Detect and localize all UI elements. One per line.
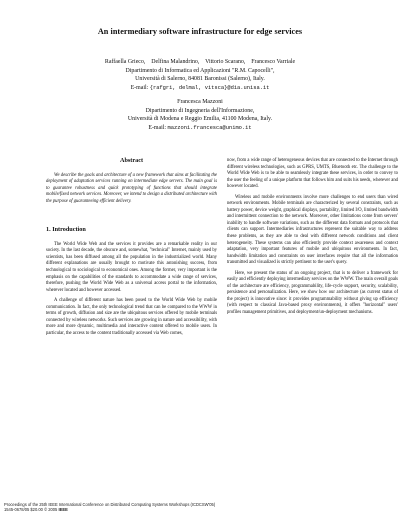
author-department: Dipartimento di Informatica ed Applicazioni "R.M. Capocelli", [125,67,275,74]
abstract-heading: Abstract [119,157,144,164]
email-label: E-mail: [148,124,167,131]
author-block-modena [0,98,400,132]
author-block-salerno [0,58,400,92]
paper-title: An intermediary software infrastructure for edge services [97,27,303,36]
intro-paragraph-1: The World Wide Web and the services it provides are a remarkable reality in our society. In the last decade, the obscure and, somewhat, "technical" Internet, mainly used by scientists, has been diffused among all the population in the industrialized world. Many different explanations are usually brought to motivate this astonishing success, from technological to sociological to economical ones. Among the former, very important is the emphasis on the capabilities of the standards to accommodate a wide range of services, therefore, pushing the World Wide Web as a universal access portal to the information, wherever located and however accessed. [46,241,217,293]
author-names: Francesca Mazzoni [177,99,223,105]
author-email: {rafgri, delmal, vitsca}@dia.unisa.it [149,84,270,91]
proceedings-footer [4,502,215,513]
intro-paragraph-4: Wireless and mobile environments involve more challenges to end users than wired network environments. Mobile terminals are characterized by several constraints, such as battery power, device weight, graphical displays, portability, limited I/O, limited bandwidth and intermittent connection to the network. Moreover, other limitations come from servers' inability to handle software variations, such as the different data formats and protocols that clients can support. Intermediaries infrastructures represent the suitable way to address these problems, as they are able to deal with different network conditions and client heterogeneity. These systems can also efficiently provide context awareness and context adaptation, very important features of mobile and ubiquitous environments. In fact, bandwidth limitation and constraints on user interfaces require that all the information transmitted and visualized is strictly pertinent to the user's query. [227,194,398,266]
footer-proceedings-line: Proceedings of the 25th IEEE International Conference on Distributed Computing Systems Workshops (ICDCSW'05) [4,502,216,507]
author-names: Raffaella Grieco, Delfina Malandrino, Vittorio Scarano, Francesco Varriale [104,59,296,65]
footer-issn: 1545-0678/05 $20.00 © 2005 [4,507,58,513]
introduction-heading: 1. Introduction [46,226,86,234]
author-email-line [0,84,400,93]
email-label: E-mail: [130,84,149,91]
author-email: mazzoni.francesca@unimo.it [167,124,252,131]
intro-paragraph-5: Here, we present the status of an ongoing project, that is to deliver a framework for easily and efficiently deploying intermediary services on the WWW. The main overall goals of the architecture are efficiency, programmability, life-cycle support, security, scalability, persistence and personalization. Here, we show how our architecture (as current status of the project) is innovative since: it provides programmability without giving up efficiency (with respect to classical Java-based proxy environments), it offers "horizontal" users' profiles management primitives, and deployment/un-deployment mechanisms. [227,270,398,316]
intro-paragraph-3: now, from a wide range of heterogeneous devices that are connected to the Internet through different wireless technologies, such as GPRS, UMTS, Bluetooth etc. The challenge to the World Wide Web is to be able to seamlessly integrate these services, in order to convey to the user the feeling of a unique platform that follows him and suits his needs, wherever and however located. [227,158,398,190]
abstract-text: We describe the goals and architecture of a new framework that aims at facilitating the deployment of adaptation services running on intermediate edge servers. The main goal is to guarantee robustness and quick prototyping of functions that should integrate mobile/fixed network services. Moreover, we intend to design a distributed architecture with the purpose of guaranteeing efficient delivery. [46,172,217,204]
footer-copyright-line [4,507,215,512]
author-university: Università di Modena e Reggio Emilia, 41100 Modena, Italy. [127,116,273,123]
ieee-logo-text: IEEE [58,507,68,513]
author-university: Università di Salerno, 84081 Baronissi (Salerno), Italy. [135,76,265,83]
intro-paragraph-2: A challenge of different nature has been posed to the World Wide Web by mobile communication. In fact, the only technological trend that can be compared to the WWW in terms of growth, diffusion and size are the ubiquitous services offered by mobile terminals connected by wireless networks. Such services are growing in nature and accessibility, with more and more dynamic, multimedia and interactive content offered to mobile users. In particular, the access to the content traditionally accessed via Web comes, [46,298,217,336]
author-email-line [0,124,400,133]
left-column [46,158,217,341]
author-department: Dipartimento di Ingegneria dell'Informazione, [145,107,255,114]
right-column [227,158,398,321]
